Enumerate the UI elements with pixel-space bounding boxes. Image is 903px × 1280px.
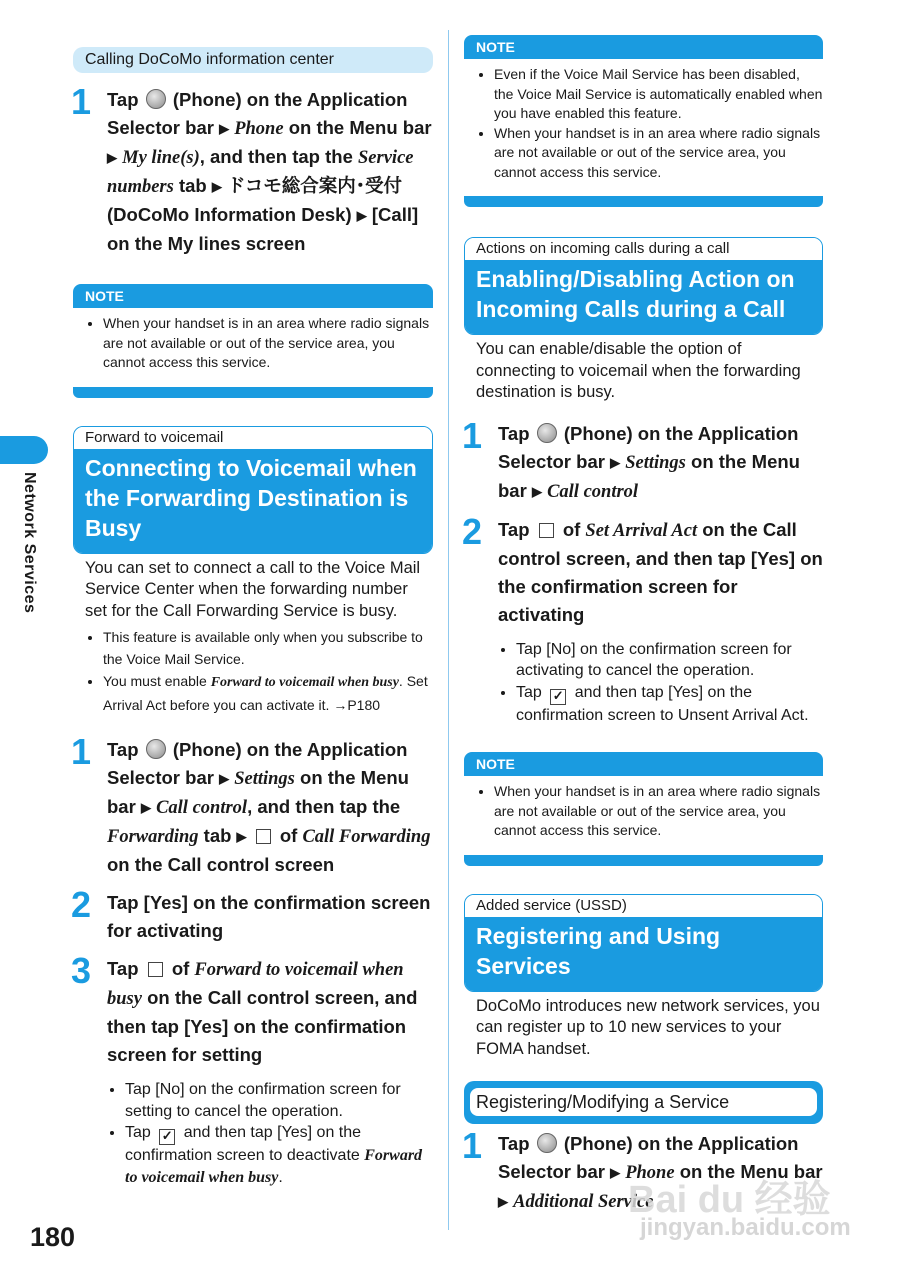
step-open-call-control: 1 Tap (Phone) on the Application Selector bar ▶ Settings on the Menu bar ▶ Call control <box>462 414 800 502</box>
note-item: • When your handset is in an area where radio signals are not available or out of the service area, you cannot access this service. <box>494 782 823 841</box>
arrow-right-icon: ▶ <box>219 121 230 136</box>
arrow-right-icon: ▶ <box>107 150 117 165</box>
bullet-item: • Tap [No] on the confirmation screen for activating to cancel the operation. <box>516 639 823 682</box>
section-subtitle: Forward to voicemail <box>74 427 432 449</box>
note-bottom-bar <box>464 855 823 866</box>
step-number: 3 <box>71 950 92 991</box>
watermark-url: jingyan.baidu.com <box>640 1214 851 1241</box>
arrow-right-icon: ▶ <box>140 800 151 815</box>
section-header-forward-voicemail <box>73 426 433 554</box>
subsection-title: Registering/Modifying a Service <box>470 1088 817 1116</box>
note-box <box>464 35 823 207</box>
step-forwarding-tab: 1 Tap (Phone) on the Application Selector bar ▶ Settings on the Menu bar ▶ Call control, and then tap the Forwarding tab ▶ of Call Forwarding on the Call control screen <box>71 731 431 875</box>
phone-icon <box>537 1133 557 1153</box>
note-box <box>464 752 823 866</box>
bullet-item: • Tap [No] on the confirmation screen for setting to cancel the operation. <box>125 1079 433 1122</box>
arrow-right-icon: ▶ <box>610 454 621 470</box>
column-divider <box>448 30 449 1230</box>
subsection-header <box>464 1081 823 1124</box>
section-title: Connecting to Voicemail when the Forwarding Destination is Busy <box>74 449 432 553</box>
step-number: 2 <box>71 884 92 925</box>
step-number: 1 <box>71 81 92 122</box>
arrow-right-icon: ▶ <box>211 179 222 194</box>
section-intro: DoCoMo introduces new network services, you can register up to 10 new services to your FOMA handset. <box>476 996 820 1058</box>
section-header-incoming-calls <box>464 237 823 335</box>
step-bullets <box>464 639 823 727</box>
step-set-arrival-act: 2 Tap of Set Arrival Act on the Call control screen, and then tap [Yes] on the confirmation screen for activating • Tap [No] on the confirmation screen for activating to cancel the operation. • Tap ✓ and then tap [Yes] on the confirmation screen to Unsent Arrival Act. <box>464 516 823 727</box>
step-calling-info-center: 1 Tap (Phone) on the Application Selector bar ▶ Phone on the Menu bar ▶ My line(s), and then tap the Service numbers tab ▶ ドコモ総合案内･受付(DoCoMo Information Desk) ▶ [Call] on the My lines screen <box>71 81 432 254</box>
section-title: Registering and Using Services <box>465 917 822 991</box>
bullet-item: • This feature is available only when you subscribe to the Voice Mail Service. <box>103 626 433 670</box>
arrow-right-icon: ▶ <box>531 483 542 499</box>
chapter-label: Network Services <box>21 472 38 614</box>
section-intro: You can set to connect a call to the Voice Mail Service Center when the forwarding number set for the Call Forwarding Service is busy. <box>85 558 421 620</box>
section-subtitle: Actions on incoming calls during a call <box>465 238 822 260</box>
step-additional-service: 1 Tap (Phone) on the Application Selector bar ▶ Phone on the Menu bar ▶ Additional Service <box>462 1125 823 1212</box>
step-number: 1 <box>462 414 483 456</box>
right-column <box>464 0 823 1216</box>
info-pill: Calling DoCoMo information center <box>73 47 433 73</box>
phone-icon <box>537 423 557 443</box>
page-number: 180 <box>30 1222 76 1252</box>
arrow-right-icon: ▶ <box>356 208 367 223</box>
phone-icon <box>146 89 166 109</box>
chapter-tab <box>0 436 48 464</box>
bullet-item: • Tap ✓ and then tap [Yes] on the confirmation screen to deactivate Forward to voicemail when busy. <box>125 1122 433 1188</box>
section-title: Enabling/Disabling Action on Incoming Calls during a Call <box>465 260 822 334</box>
note-title: NOTE <box>464 752 823 776</box>
checkbox-checked-icon: ✓ <box>550 689 566 705</box>
bullet-item: • Tap ✓ and then tap [Yes] on the confirmation screen to Unsent Arrival Act. <box>516 682 823 727</box>
phone-icon <box>146 739 166 759</box>
step-number: 1 <box>462 1125 483 1166</box>
note-bottom-bar <box>464 196 823 207</box>
arrow-right-icon: ▶ <box>498 1194 508 1209</box>
checkbox-empty-icon <box>539 523 554 538</box>
arrow-right-icon: ▶ <box>236 829 247 844</box>
intro-bullets <box>73 626 433 716</box>
arrow-right-icon: ▶ <box>610 1165 621 1180</box>
checkbox-checked-icon: ✓ <box>159 1129 175 1145</box>
bullet-item: • You must enable Forward to voicemail when busy. Set Arrival Act before you can activate it. →P180 <box>103 670 433 716</box>
note-title: NOTE <box>464 35 823 59</box>
watermark-logo: Bai du 经验 <box>628 1179 831 1221</box>
step-number: 1 <box>71 731 92 772</box>
section-subtitle: Added service (USSD) <box>465 895 822 917</box>
note-item: • Even if the Voice Mail Service has been disabled, the Voice Mail Service is automatically enabled when you have enabled this feature. <box>494 65 823 124</box>
arrow-right-icon: ▶ <box>219 771 230 786</box>
note-title: NOTE <box>73 284 433 308</box>
note-item: • When your handset is in an area where radio signals are not available or out of the service area, you cannot access this service. <box>103 314 433 373</box>
step-confirm-activate: 2 Tap [Yes] on the confirmation screen for activating <box>71 884 431 941</box>
note-item: • When your handset is in an area where radio signals are not available or out of the service area, you cannot access this service. <box>494 124 823 183</box>
step-forward-voicemail-busy: 3 Tap of Forward to voicemail when busy on the Call control screen, and then tap [Yes] on the confirmation screen for setting • Tap [No] on the confirmation screen for setting to cancel the operation. • Tap ✓ and then tap [Yes] on the confirmation screen to deactivate Forward to voicemail when busy. <box>73 955 433 1188</box>
step-number: 2 <box>462 510 483 552</box>
checkbox-empty-icon <box>148 962 163 977</box>
left-column <box>73 0 433 1188</box>
step-bullets <box>73 1079 433 1188</box>
note-bottom-bar <box>73 387 433 398</box>
section-intro: You can enable/disable the option of connecting to voicemail when the forwarding destination is busy. <box>476 340 801 401</box>
checkbox-empty-icon <box>256 829 271 844</box>
note-box <box>73 284 433 398</box>
section-header-added-service <box>464 894 823 992</box>
